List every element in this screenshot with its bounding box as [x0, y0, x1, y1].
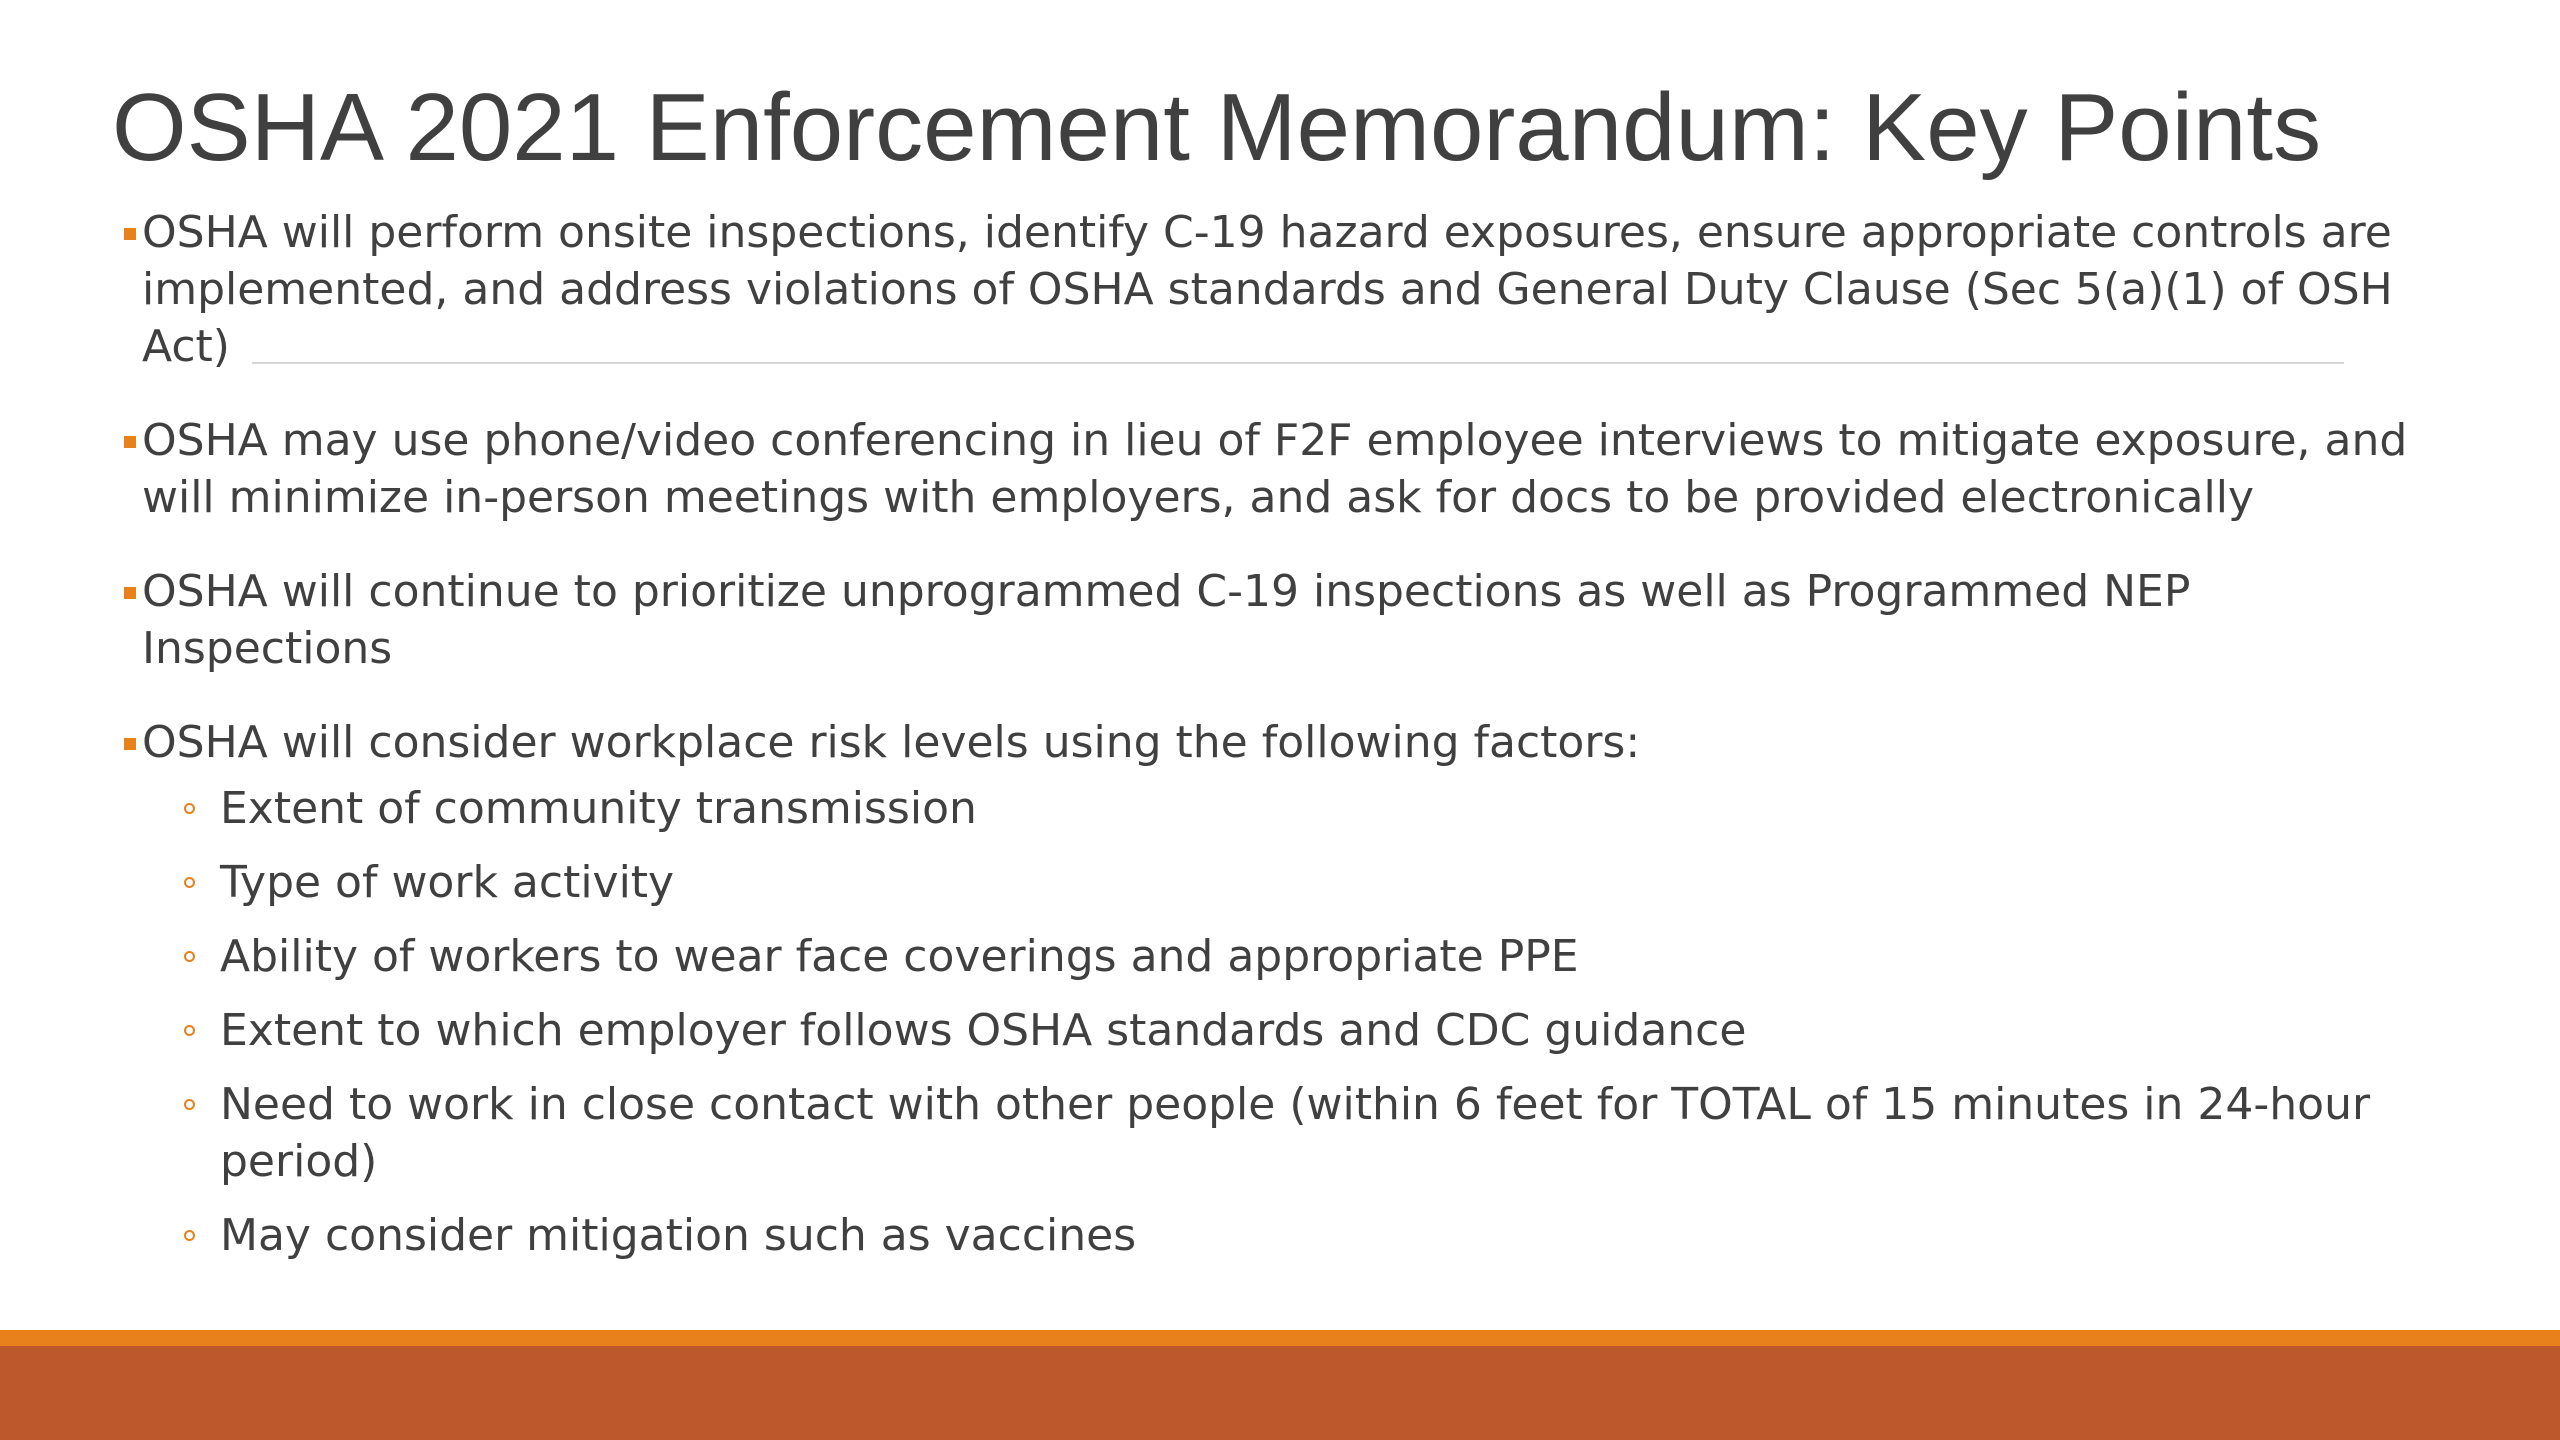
circle-bullet-icon [184, 803, 195, 814]
bullet-item [124, 714, 2444, 1264]
sub-bullet-item [142, 854, 2444, 911]
sub-bullet-item [142, 1076, 2444, 1190]
sub-bullet-item [142, 1207, 2444, 1264]
sub-bullet-text: Ability of workers to wear face coverings and appropriate PPE [220, 931, 1579, 982]
sub-bullet-item [142, 1002, 2444, 1059]
bullet-list [124, 204, 2444, 1301]
sub-bullet-text: Extent of community transmission [220, 783, 977, 834]
footer-bar [0, 1346, 2560, 1440]
square-bullet-icon [124, 228, 136, 240]
bullet-item [124, 204, 2444, 375]
bullet-text: OSHA will perform onsite inspections, identify C-19 hazard exposures, ensure appropriate controls are implemented, and address violations of OSHA standards and General Duty Clause (Sec 5(a)(1) of OSH Act) [142, 207, 2393, 372]
circle-bullet-icon [184, 1230, 195, 1241]
sub-bullet-text: Type of work activity [220, 857, 675, 908]
bullet-text: OSHA will continue to prioritize unprogrammed C-19 inspections as well as Programmed NEP Inspections [142, 566, 2191, 674]
circle-bullet-icon [184, 1025, 195, 1036]
slide-title: OSHA 2021 Enforcement Memorandum: Key Points [112, 74, 2322, 181]
sub-bullet-text: Extent to which employer follows OSHA standards and CDC guidance [220, 1005, 1747, 1056]
sub-bullet-list [142, 780, 2444, 1264]
sub-bullet-item [142, 780, 2444, 837]
circle-bullet-icon [184, 951, 195, 962]
bullet-item [124, 412, 2444, 526]
sub-bullet-text: May consider mitigation such as vaccines [220, 1210, 1137, 1261]
square-bullet-icon [124, 587, 136, 599]
circle-bullet-icon [184, 1099, 195, 1110]
sub-bullet-item [142, 928, 2444, 985]
bullet-text: OSHA may use phone/video conferencing in lieu of F2F employee interviews to mitigate exposure, and will minimize in-person meetings with employers, and ask for docs to be provided electronically [142, 415, 2408, 523]
square-bullet-icon [124, 436, 136, 448]
square-bullet-icon [124, 738, 136, 750]
bullet-text: OSHA will consider workplace risk levels using the following factors: [142, 717, 1641, 768]
circle-bullet-icon [184, 877, 195, 888]
sub-bullet-text: Need to work in close contact with other people (within 6 feet for TOTAL of 15 minutes in 24-hour period) [220, 1079, 2371, 1187]
footer-accent-stripe [0, 1330, 2560, 1346]
bullet-item [124, 563, 2444, 677]
